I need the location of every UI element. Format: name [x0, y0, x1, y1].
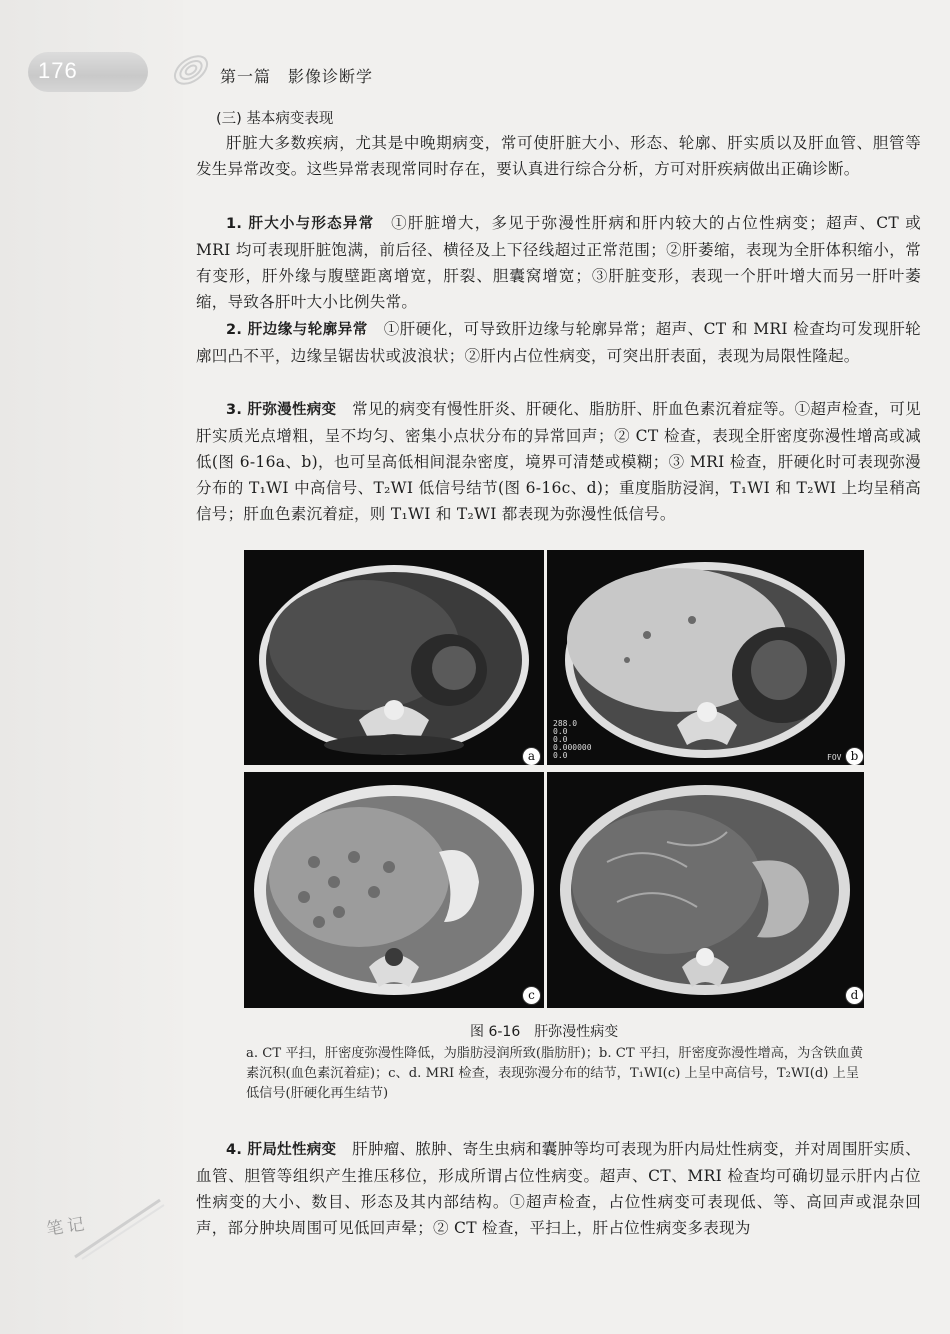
item-heading: 1. 肝大小与形态异常 [226, 216, 375, 232]
item-body: 肝肿瘤、脓肿、寄生虫病和囊肿等均可表现为肝内局灶性病变，并对周围肝实质、血管、胆管等组织产生推压移位，形成所谓占位性病变。超声、CT、MRI 检查均可确切显示肝内占位性病变的大小、数目、形态及其内部结构。①超声检查，占位性病变可表现低、等、高回声或混杂回声，部分肿块周围可见低回声晕；② CT 检查，平扫上，肝占位性病变多表现为 [196, 1140, 921, 1237]
item-body: ①肝硬化，可导致肝边缘与轮廓异常；超声、CT 和 MRI 检查均可发现肝轮廓凹凸不平，边缘呈锯齿状或波浪状；②肝内占位性病变，可突出肝表面，表现为局限性隆起。 [196, 320, 921, 365]
ct-panel-a [244, 550, 544, 765]
panel-label-d: d [845, 986, 864, 1005]
overlay-text: 288.0 [553, 719, 578, 728]
panel-label-b: b [845, 747, 864, 765]
figure-title: 图 6-16 肝弥漫性病变 [470, 1024, 619, 1040]
section-title: (三) 基本病变表现 [216, 111, 334, 127]
mri-panel-c [244, 772, 544, 1008]
overlay-text: 0.0 [553, 751, 568, 760]
item-body: ①肝脏增大，多见于弥漫性肝病和肝内较大的占位性病变；超声、CT 或 MRI 均可表现肝脏饱满，前后径、横径及上下径线超过正常范围；②肝萎缩，表现为全肝体积缩小，常有变形，肝外缘与腹壁距离增宽，肝裂、胆囊窝增宽；③肝脏变形，表现一个肝叶增大而另一肝叶萎缩，导致各肝叶大小比例失常。 [196, 214, 921, 311]
figure-6-16 [244, 550, 864, 1008]
overlay-text: 0.0 [553, 735, 568, 744]
running-head: 第一篇 影像诊断学 [220, 67, 374, 86]
item-2 [196, 316, 921, 369]
intro-paragraph [196, 130, 921, 182]
item-4 [196, 1136, 921, 1241]
panel-label-c: c [522, 986, 541, 1005]
item-heading: 2. 肝边缘与轮廓异常 [226, 322, 368, 338]
overlay-text: FOV [827, 753, 842, 762]
swirl-logo-icon [168, 47, 214, 93]
figure-caption: a. CT 平扫，肝密度弥漫性降低，为脂肪浸润所致(脂肪肝)；b. CT 平扫，肝密度弥漫性增高，为含铁血黄素沉积(血色素沉着症)；c、d. MRI 检查，表现弥漫分布的结节，T₁WI(c) 上呈中高信号，T₂WI(d) 上呈低信号(肝硬化再生结节) [246, 1046, 864, 1101]
panel-label-a: a [522, 747, 541, 765]
item-heading: 4. 肝局灶性病变 [226, 1142, 337, 1158]
mri-panel-d [547, 772, 864, 1008]
item-body: 常见的病变有慢性肝炎、肝硬化、脂肪肝、肝血色素沉着症等。①超声检查，可见肝实质光点增粗，呈不均匀、密集小点状分布的异常回声；② CT 检查，表现全肝密度弥漫性增高或减低(图 6-16a、b)，也可呈高低相间混杂密度，境界可清楚或模糊；③ MRI 检查，肝硬化时可表现弥漫分布的 T₁WI 中高信号、T₂WI 低信号结节(图 6-16c、d)；重度脂肪浸润，T₁WI 和 T₂WI 上均呈稍高信号；肝血色素沉着症，则 T₁WI 和 T₂WI 都表现为弥漫性低信号。 [196, 400, 921, 523]
item-heading: 3. 肝弥漫性病变 [226, 402, 337, 418]
ct-panel-b [547, 550, 864, 765]
overlay-text: 0.000000 [553, 743, 592, 752]
overlay-text: 0.0 [553, 727, 568, 736]
margin-band [0, 0, 183, 1334]
item-3 [196, 396, 921, 527]
margin-note: 笔记 [45, 1214, 90, 1240]
page-number: 176 [38, 58, 78, 83]
item-1 [196, 210, 921, 315]
intro-text: 肝脏大多数疾病，尤其是中晚期病变，常可使肝脏大小、形态、轮廓、肝实质以及肝血管、胆管等发生异常改变。这些异常表现常同时存在，要认真进行综合分析，方可对肝疾病做出正确诊断。 [196, 134, 921, 178]
